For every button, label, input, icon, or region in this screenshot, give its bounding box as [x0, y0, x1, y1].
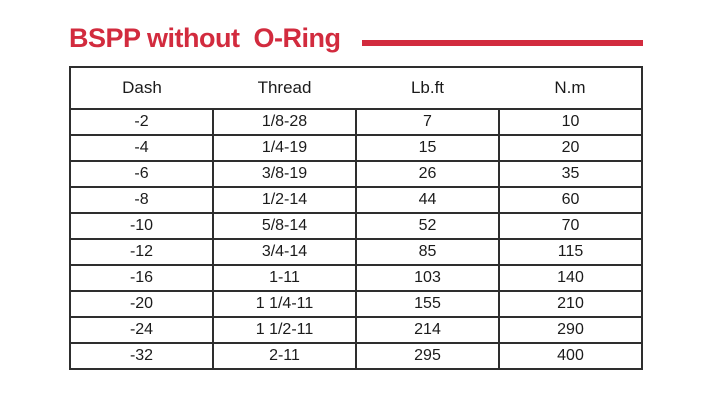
- table-row: [70, 161, 642, 187]
- table-cell: 140: [499, 265, 642, 291]
- table-cell: 103: [356, 265, 499, 291]
- table-cell: 70: [499, 213, 642, 239]
- table-cell: 20: [499, 135, 642, 161]
- table-cell: -16: [70, 265, 213, 291]
- table-cell: 2-11: [213, 343, 356, 369]
- table-cell: -24: [70, 317, 213, 343]
- table-cell: 26: [356, 161, 499, 187]
- table-cell: 295: [356, 343, 499, 369]
- table-header-row: [70, 67, 642, 109]
- table-cell: 155: [356, 291, 499, 317]
- table-body: [70, 109, 642, 369]
- table-cell: 5/8-14: [213, 213, 356, 239]
- table-cell: 1/8-28: [213, 109, 356, 135]
- table-row: [70, 343, 642, 369]
- table-cell: -12: [70, 239, 213, 265]
- table-row: [70, 135, 642, 161]
- table-header-cell: Lb.ft: [356, 67, 499, 109]
- table-cell: 1 1/2-11: [213, 317, 356, 343]
- table-cell: 7: [356, 109, 499, 135]
- table-cell: -32: [70, 343, 213, 369]
- table-cell: 10: [499, 109, 642, 135]
- table-cell: 214: [356, 317, 499, 343]
- table-cell: 3/8-19: [213, 161, 356, 187]
- table-header-cell: Dash: [70, 67, 213, 109]
- table-cell: -8: [70, 187, 213, 213]
- table-cell: 400: [499, 343, 642, 369]
- table-cell: 115: [499, 239, 642, 265]
- table-cell: 15: [356, 135, 499, 161]
- table-cell: 1/2-14: [213, 187, 356, 213]
- table-row: [70, 317, 642, 343]
- table-cell: 210: [499, 291, 642, 317]
- table-cell: -2: [70, 109, 213, 135]
- table-row: [70, 265, 642, 291]
- table-cell: 3/4-14: [213, 239, 356, 265]
- table-cell: 60: [499, 187, 642, 213]
- table-header-cell: N.m: [499, 67, 642, 109]
- table-header-cell: Thread: [213, 67, 356, 109]
- table-row: [70, 187, 642, 213]
- title-rule: [362, 40, 643, 46]
- table-cell: 35: [499, 161, 642, 187]
- table-head: [70, 67, 642, 109]
- table-cell: 290: [499, 317, 642, 343]
- table-row: [70, 213, 642, 239]
- table-cell: -4: [70, 135, 213, 161]
- table-cell: 44: [356, 187, 499, 213]
- table-cell: -10: [70, 213, 213, 239]
- table-cell: 1-11: [213, 265, 356, 291]
- table-cell: -6: [70, 161, 213, 187]
- page-title: BSPP without O-Ring: [69, 22, 341, 53]
- table-row: [70, 109, 642, 135]
- table-cell: 1/4-19: [213, 135, 356, 161]
- table-cell: 52: [356, 213, 499, 239]
- table-row: [70, 291, 642, 317]
- table-row: [70, 239, 642, 265]
- table-cell: 85: [356, 239, 499, 265]
- table-cell: 1 1/4-11: [213, 291, 356, 317]
- table-cell: -20: [70, 291, 213, 317]
- title-row: [69, 22, 643, 54]
- torque-spec-table: [69, 66, 643, 370]
